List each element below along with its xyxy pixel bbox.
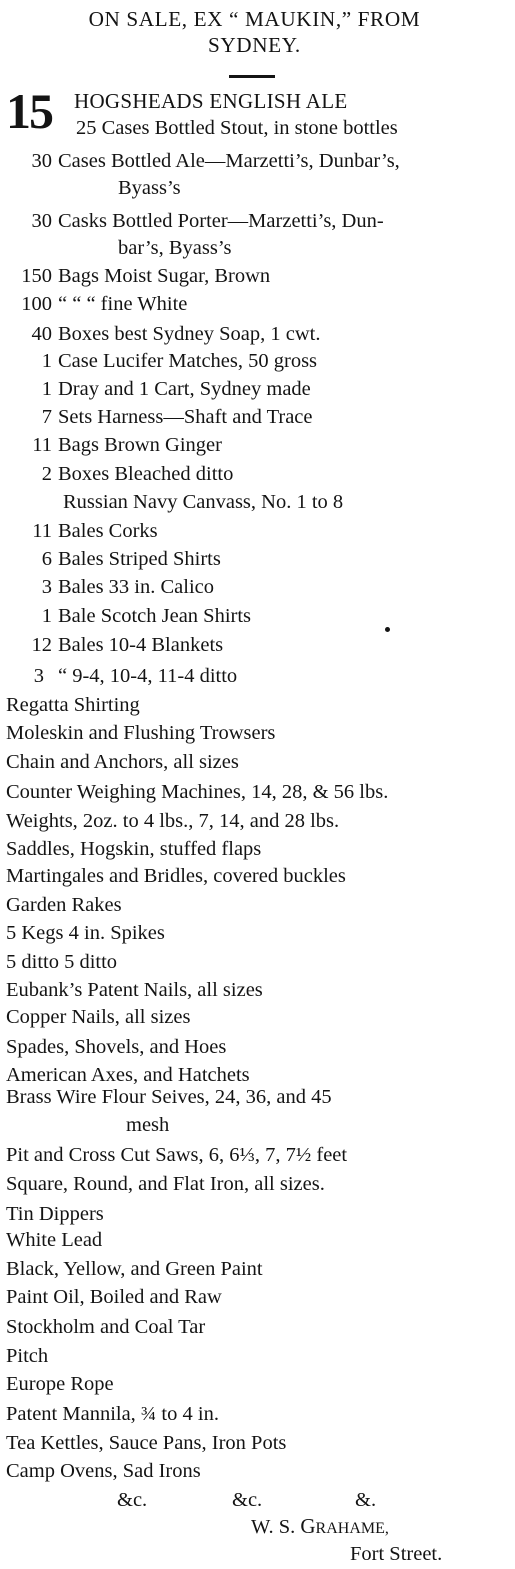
item-text: “ “ “ fine White <box>58 293 188 315</box>
list-item: White Lead <box>6 1229 103 1251</box>
list-item: Black, Yellow, and Green Paint <box>6 1258 263 1280</box>
list-item: Pitch <box>6 1345 49 1367</box>
item-text: bar’s, Byass’s <box>118 237 232 259</box>
item-text: Dray and 1 Cart, Sydney made <box>58 378 311 400</box>
list-item-continuation: mesh <box>126 1114 170 1136</box>
list-item: Paint Oil, Boiled and Raw <box>6 1286 222 1308</box>
signature-surname-rest: RAHAME, <box>315 1520 389 1537</box>
divider-rule <box>229 75 275 78</box>
lead-quantity: 15 <box>6 83 52 139</box>
list-item: Patent Mannila, ¾ to 4 in. <box>6 1403 219 1425</box>
list-item: Garden Rakes <box>6 894 122 916</box>
headline-line-2: SYDNEY. <box>207 33 301 57</box>
list-item: Counter Weighing Machines, 14, 28, & 56 lbs. <box>6 781 389 803</box>
list-item: Copper Nails, all sizes <box>6 1006 191 1028</box>
list-item: Martingales and Bridles, covered buckles <box>6 865 346 887</box>
item-text: Byass’s <box>118 177 181 199</box>
list-item: Europe Rope <box>6 1373 114 1395</box>
signature-initials: W. S. <box>251 1516 296 1538</box>
item-quantity: 7 <box>41 406 52 428</box>
signature-surname-initial: G <box>300 1514 316 1538</box>
item-text: Bales 10-4 Blankets <box>58 634 224 656</box>
item-quantity: 1 <box>41 378 52 400</box>
item-quantity: 11 <box>32 520 52 542</box>
item-quantity: 150 <box>21 265 52 287</box>
list-item: Saddles, Hogskin, stuffed flaps <box>6 838 262 860</box>
item-text: Boxes Bleached ditto <box>58 463 234 485</box>
etc-2: &c. <box>232 1489 263 1511</box>
list-item: Eubank’s Patent Nails, all sizes <box>6 979 263 1001</box>
item-quantity: 3 <box>41 576 52 598</box>
lead-item: HOGSHEADS ENGLISH ALE <box>74 89 348 113</box>
list-item: Chain and Anchors, all sizes <box>6 751 239 773</box>
list-item: 5 Kegs 4 in. Spikes <box>6 922 165 944</box>
item-quantity: 1 <box>41 605 52 627</box>
list-item: Square, Round, and Flat Iron, all sizes. <box>6 1173 325 1195</box>
list-item: Moleskin and Flushing Trowsers <box>6 722 276 744</box>
item-quantity: 30 <box>31 150 52 172</box>
item-text: “ 9-4, 10-4, 11-4 ditto <box>58 665 238 687</box>
list-item: Tin Dippers <box>6 1203 104 1225</box>
item-quantity: 1 <box>41 350 52 372</box>
item-quantity: 11 <box>32 434 52 456</box>
item-text: Casks Bottled Porter—Marzetti’s, Dun- <box>58 210 384 232</box>
signature-name <box>251 1514 389 1541</box>
item-text: Bales Corks <box>58 520 158 542</box>
item-quantity: 100 <box>21 293 52 315</box>
item-quantity: 40 <box>31 323 52 345</box>
item-text: Case Lucifer Matches, 50 gross <box>58 350 318 372</box>
item-text: Russian Navy Canvass, No. 1 to 8 <box>63 491 344 513</box>
item-quantity: 12 <box>31 634 52 656</box>
list-item: 5 ditto 5 ditto <box>6 951 118 973</box>
item-text: Bales Striped Shirts <box>58 548 221 570</box>
item-quantity: 3 <box>33 665 44 687</box>
list-item: Pit and Cross Cut Saws, 6, 6⅓, 7, 7½ feet <box>6 1144 348 1166</box>
item-text: 25 Cases Bottled Stout, in stone bottles <box>76 117 398 139</box>
list-item: Brass Wire Flour Seives, 24, 36, and 45 <box>6 1086 332 1108</box>
list-item: Stockholm and Coal Tar <box>6 1316 206 1338</box>
item-quantity: 30 <box>31 210 52 232</box>
item-text: Bags Moist Sugar, Brown <box>58 265 271 287</box>
item-quantity: 2 <box>41 463 52 485</box>
etc-1: &c. <box>117 1489 148 1511</box>
signature-address: Fort Street. <box>350 1543 443 1565</box>
item-text: Boxes best Sydney Soap, 1 cwt. <box>58 323 321 345</box>
item-text: Sets Harness—Shaft and Trace <box>58 406 313 428</box>
list-item: Camp Ovens, Sad Irons <box>6 1460 201 1482</box>
item-quantity: 6 <box>41 548 52 570</box>
list-item: Regatta Shirting <box>6 694 140 716</box>
list-item: Tea Kettles, Sauce Pans, Iron Pots <box>6 1432 287 1454</box>
headline-line-1: ON SALE, EX “ MAUKIN,” FROM <box>88 7 421 31</box>
print-speck <box>385 627 390 632</box>
list-item: Weights, 2oz. to 4 lbs., 7, 14, and 28 lbs. <box>6 810 340 832</box>
item-text: Cases Bottled Ale—Marzetti’s, Dunbar’s, <box>58 150 400 172</box>
list-item: Spades, Shovels, and Hoes <box>6 1036 227 1058</box>
item-text: Bales 33 in. Calico <box>58 576 215 598</box>
etc-3: &. <box>355 1489 377 1511</box>
item-text: Bags Brown Ginger <box>58 434 222 456</box>
list-item: American Axes, and Hatchets <box>6 1064 250 1086</box>
item-text: Bale Scotch Jean Shirts <box>58 605 252 627</box>
